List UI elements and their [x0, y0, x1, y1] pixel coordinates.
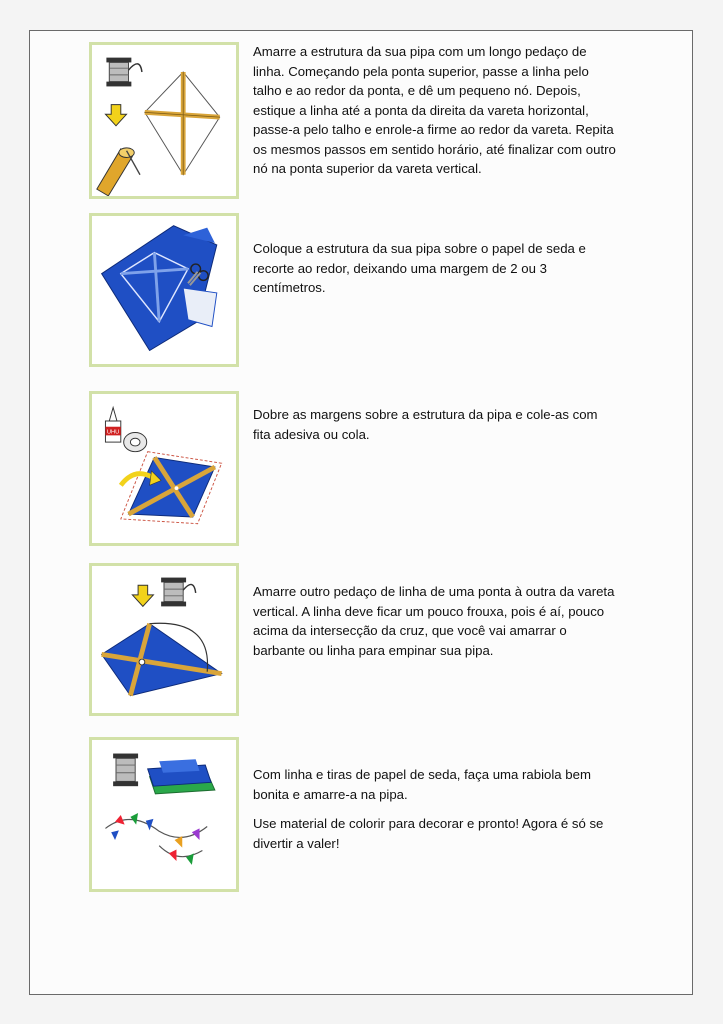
thread-spool-icon — [161, 578, 196, 607]
step-4-paragraph: Amarre outro pedaço de linha de uma ponta à outra da vareta vertical. A linha deve ficar um pouco frouxa, pois é aí, pouco acima da intersecção da cruz, que você vai amarrar o barbante ou linha para empinar sua pipa. — [253, 584, 615, 658]
step-4-illustration — [89, 563, 239, 716]
step-5-text — [253, 765, 618, 863]
step-5-illustration — [89, 737, 239, 892]
glue-bottle-icon — [105, 408, 120, 443]
step-3-illustration — [89, 391, 239, 546]
down-arrow-icon — [105, 105, 126, 126]
tape-roll-icon — [124, 433, 147, 452]
step-4-text — [253, 582, 618, 670]
down-arrow-icon — [132, 585, 153, 606]
step-3-paragraph: Dobre as margens sobre a estrutura da pipa e cole-as com fita adesiva ou cola. — [253, 407, 598, 442]
thread-spool-icon — [106, 58, 142, 87]
step-1-illustration — [89, 42, 239, 199]
tissue-paper-icon — [102, 226, 217, 351]
step-2-illustration — [89, 213, 239, 367]
kite-frame-icon — [145, 72, 220, 175]
kite-with-bridle-icon — [102, 623, 222, 695]
step-2-text — [253, 239, 618, 308]
stick-tip-icon — [97, 148, 140, 196]
kite-with-paper-icon — [121, 452, 222, 524]
glue-label: UHU — [106, 429, 120, 436]
kite-tail-icon — [105, 813, 207, 865]
step-3-text — [253, 405, 618, 454]
step-1-text — [253, 42, 618, 189]
step-5-paragraph-1: Com linha e tiras de papel de seda, faça uma rabiola bem bonita e amarre-a na pipa. — [253, 767, 591, 802]
thread-spool-icon — [113, 754, 138, 787]
tissue-paper-stack-icon — [148, 759, 215, 794]
step-2-paragraph: Coloque a estrutura da sua pipa sobre o papel de seda e recorte ao redor, deixando uma margem de 2 ou 3 centímetros. — [253, 241, 586, 295]
step-5-paragraph-2: Use material de colorir para decorar e pronto! Agora é só se divertir a valer! — [253, 816, 604, 851]
step-1-paragraph: Amarre a estrutura da sua pipa com um longo pedaço de linha. Começando pela ponta superior, passe a linha pelo talho e ao redor da ponta, e dê um pequeno nó. Depois, estique a linha até a ponta da direita da vareta horizontal, passe-a pelo talho e enrole-a firme ao redor da vareta. Repita os mesmos passos em sentido horário, até finalizar com outro nó na ponta superior da vareta vertical. — [253, 44, 616, 176]
